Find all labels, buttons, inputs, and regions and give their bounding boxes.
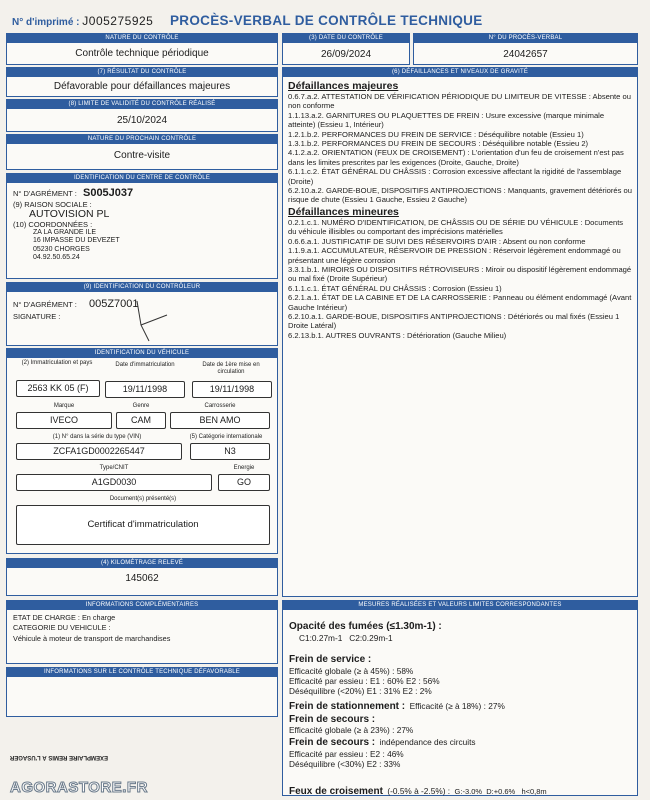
nature-controle-value: Contrôle technique périodique [75, 48, 209, 59]
centre-address-1: ZA LA GRANDE ILE [33, 229, 97, 236]
service-line-1: Efficacité globale (≥ à 45%) : 58% [289, 666, 414, 676]
service-line-2: Efficacité par essieu : E1 : 60% E2 : 56% [289, 676, 440, 686]
majeure-code: 0.6.7.a.2. [288, 92, 320, 101]
mineure-code: 6.2.13.b.1. [288, 330, 324, 340]
croisement-row [289, 781, 637, 799]
date-controle-header: (3) DATE DU CONTRÔLE [283, 34, 409, 43]
limite-box [6, 99, 278, 132]
service-line-3: Déséquilibre (<20%) E1 : 31% E2 : 2% [289, 686, 432, 696]
immat-value: 2563 KK 05 (F) [16, 380, 100, 397]
watermark-text: AGORASTORE.FR [10, 779, 148, 796]
documents-value: Certificat d'immatriculation [16, 505, 270, 545]
centre-raison-value: AUTOVISION PL [29, 208, 110, 220]
resultat-header: (7) RÉSULTAT DU CONTRÔLE [7, 68, 277, 77]
prochain-box [6, 134, 278, 170]
stationnement-title: Frein de stationnement : [289, 701, 406, 712]
controleur-agrement-label: N° D'AGRÉMENT : [13, 300, 77, 309]
mesures-header: MESURES RÉALISÉES ET VALEURS LIMITES CORRESPONDANTES [283, 601, 637, 610]
majeure-item [288, 148, 632, 167]
controleur-agrement-value: 005Z7001 [88, 298, 139, 310]
mineures-list [288, 218, 632, 340]
prochain-value: Contre-visite [113, 150, 171, 161]
energie-label: Energie [233, 465, 255, 471]
croisement-title: Feux de croisement [289, 786, 383, 797]
date-immat-label: Date d'immatriculation [115, 362, 175, 368]
date-controle-value: 26/09/2024 [320, 49, 372, 60]
majeure-code: 1.1.13.a.2. [288, 110, 324, 120]
majeure-code: 4.1.2.a.2. [288, 148, 320, 158]
signature-scribble [127, 297, 187, 343]
secours2-title: Frein de secours : [289, 737, 376, 748]
type-value: A1GD0030 [16, 474, 212, 491]
centre-agrement [13, 189, 277, 198]
croisement-values: G:-3.0% D:+0.6% h<0,8m [454, 787, 547, 796]
centre-agrement-label: N° D'AGRÉMENT : [13, 189, 77, 198]
mineure-item [288, 265, 632, 284]
mineure-text: ÉTAT DE LA CABINE ET DE LA CARROSSERIE : Panneau ou élément endommagé (Avant Gauche Intérieur) [288, 293, 632, 312]
mineure-code: 6.1.1.c.1. [288, 283, 320, 293]
kilometrage-value: 145062 [125, 573, 159, 584]
mineure-item [288, 312, 632, 331]
etat-charge-label: ETAT DE CHARGE : [13, 613, 80, 622]
croisement-range: (-0.5% à -2.5%) : [387, 786, 451, 796]
defaillances-header: (6) DÉFAILLANCES ET NIVEAUX DE GRAVITÉ [283, 68, 637, 77]
imprime-number [12, 14, 153, 28]
date-immat-value: 19/11/1998 [105, 381, 185, 398]
majeures-list [288, 92, 632, 205]
majeure-code: 6.1.1.c.2. [288, 167, 320, 177]
majeure-item [288, 186, 632, 205]
service-title: Frein de service : [289, 654, 372, 665]
date-circ-value: 19/11/1998 [192, 381, 272, 398]
defavorable-header: INFORMATIONS SUR LE CONTRÔLE TECHNIQUE DÉFAVORABLE [7, 668, 277, 677]
majeure-item [288, 130, 632, 139]
page-title: PROCÈS-VERBAL DE CONTRÔLE TECHNIQUE [170, 13, 483, 28]
majeure-item [288, 139, 632, 148]
majeure-text: ORIENTATION (FEUX DE CROISEMENT) : L'orientation d'un feu de croisement n'est pas dans les limites prescrites par les exigences (Droite, Gauche, Droite) [288, 148, 624, 167]
controleur-signature-label: SIGNATURE : [13, 312, 61, 321]
date-circ-label: Date de 1ère mise en circulation [202, 362, 260, 375]
etat-charge-value: En charge [81, 613, 116, 622]
majeure-code: 1.3.1.b.2. [288, 139, 320, 149]
nature-controle-box [6, 33, 278, 65]
mineure-text: AUTRES OUVRANTS : Détérioration (Gauche Milieu) [325, 330, 507, 340]
controleur-box [6, 282, 278, 346]
secours2-line-2: Déséquilibre (<30%) E2 : 33% [289, 759, 401, 769]
categorie-vehicule-value: Véhicule à moteur de transport de marchandises [13, 634, 171, 643]
documents-label: Document(s) présenté(s) [109, 496, 177, 502]
infos-header: INFORMATIONS COMPLÉMENTAIRES [7, 601, 277, 610]
etat-charge [13, 613, 277, 623]
kilometrage-box [6, 558, 278, 596]
mesures-box [282, 600, 638, 796]
stationnement-row [289, 696, 637, 714]
mineure-text: ACCUMULATEUR, RÉSERVOIR DE PRESSION : Réservoir légèrement endommagé ou présentant une légère corrosion [288, 246, 621, 265]
centre-address-2: 16 IMPASSE DU DEVEZET [33, 237, 120, 245]
mineure-item [288, 246, 632, 265]
energie-value: GO [218, 474, 270, 491]
vin-label: (1) N° dans la série du type (VIN) [52, 434, 142, 440]
resultat-value: Défavorable pour défaillances majeures [53, 81, 231, 92]
fumees-title: Opacité des fumées (≤1.30m-1) : [289, 621, 442, 632]
immat-label: (2) Immatriculation et pays [21, 360, 93, 366]
stationnement-value: Efficacité (≥ à 18%) : 27% [409, 701, 505, 711]
majeure-text: PERFORMANCES DU FREIN DE SECOURS : Déséquilibre notable (Essieu 2) [321, 139, 589, 149]
mineure-text: GARDE-BOUE, DISPOSITIFS ANTIPROJECTIONS : Détériorés ou mal fixés (Essieu 1 Droite Latéral) [288, 311, 620, 331]
mineure-text: JUSTIFICATIF DE SUIVI DES RÉSERVOIRS D'AIR : Absent ou non conforme [321, 236, 586, 246]
limite-header: (8) LIMITE DE VALIDITÉ DU CONTRÔLE RÉALISÉ [7, 100, 277, 109]
majeure-text: GARDE-BOUE, DISPOSITIFS ANTIPROJECTIONS : Manquants, gravement détériorés ou risque de chute (Essieu 1 Gauche, Essieu 2 Gauche) [288, 186, 632, 205]
carrosserie-value: BEN AMO [170, 412, 270, 429]
majeure-text: ÉTAT GÉNÉRAL DU CHÂSSIS : Corrosion excessive affectant la rigidité de l'assemblage (Droite) [288, 167, 622, 186]
majeures-title: Défaillances majeures [288, 80, 399, 92]
mineure-item [288, 293, 632, 312]
majeure-item [288, 111, 632, 130]
pv-number-value: 24042657 [503, 49, 548, 60]
majeure-item [288, 167, 632, 186]
secours2-value: indépendance des circuits [379, 737, 476, 747]
categorie-vehicule-label: CATEGORIE DU VEHICULE : [13, 622, 111, 632]
mineure-text: MIROIRS OU DISPOSITIFS RÉTROVISEURS : Miroir ou dispositif légèrement endommagé ou mal fixé (Droite Supérieur) [288, 264, 632, 284]
date-controle-box [282, 33, 410, 65]
imprime-label: N° d'imprimé : [12, 17, 80, 28]
type-label: Type/CNIT [99, 465, 129, 471]
fumees-values: C1:0.27m-1 C2:0.29m-1 [299, 633, 393, 643]
controleur-header: (9) IDENTIFICATION DU CONTRÔLEUR [7, 283, 277, 292]
centre-raison-label: (9) RAISON SOCIALE : [13, 200, 92, 209]
centre-phone: 04.92.50.65.24 [33, 254, 80, 262]
pv-number-box [413, 33, 638, 65]
nature-controle-header: NATURE DU CONTRÔLE [7, 34, 277, 43]
prochain-header: NATURE DU PROCHAIN CONTRÔLE [7, 135, 277, 144]
mineure-code: 6.2.1.a.1. [288, 293, 320, 303]
vehicule-header: IDENTIFICATION DU VÉHICULE [7, 349, 277, 358]
limite-value: 25/10/2024 [116, 115, 168, 126]
majeure-text: GARNITURES OU PLAQUETTES DE FREIN : Usure excessive (marque minimale atteinte) (Essieu 1, Intérieur) [288, 110, 605, 130]
mineure-item [288, 284, 632, 293]
marque-value: IVECO [16, 412, 112, 429]
categorie-label: (5) Catégorie internationale [189, 434, 263, 440]
secours2-row [289, 735, 637, 749]
genre-label: Genre [132, 403, 150, 409]
imprime-value: J005275925 [82, 14, 154, 28]
defavorable-box [6, 667, 278, 717]
mineure-code: 0.6.6.a.1. [288, 236, 320, 246]
secours1-line-1: Efficacité globale (≥ à 23%) : 27% [289, 725, 414, 735]
majeure-text: PERFORMANCES DU FREIN DE SERVICE : Déséquilibre notable (Essieu 1) [321, 129, 584, 139]
mineure-text: ÉTAT GÉNÉRAL DU CHÂSSIS : Corrosion (Essieu 1) [321, 283, 502, 293]
mineure-code: 0.2.1.c.1. [288, 217, 320, 227]
mineure-code: 3.3.1.b.1. [288, 264, 320, 274]
mineure-item [288, 331, 632, 340]
defaillances-box [282, 67, 638, 597]
majeure-item [288, 92, 632, 111]
majeure-code: 6.2.10.a.2. [288, 186, 324, 196]
carrosserie-label: Carrosserie [204, 403, 236, 409]
mineure-item [288, 218, 632, 237]
centre-header: IDENTIFICATION DU CENTRE DE CONTRÔLE [7, 174, 277, 183]
secours1-title: Frein de secours : [289, 714, 376, 725]
exemplaire-text: EXEMPLAIRE REMIS À L'USAGER [9, 754, 108, 760]
centre-box [6, 173, 278, 279]
majeure-text: ATTESTATION DE VÉRIFICATION PÉRIODIQUE DU LIMITEUR DE VITESSE : Absente ou non conforme [288, 92, 631, 111]
centre-coord-label: (10) COORDONNÉES : [13, 220, 93, 229]
majeure-code: 1.2.1.b.2. [288, 129, 320, 139]
resultat-box [6, 67, 278, 97]
infos-box [6, 600, 278, 664]
mineures-title: Défaillances mineures [288, 205, 399, 218]
mineure-code: 6.2.10.a.1. [288, 311, 324, 321]
pv-number-header: N° DU PROCÈS-VERBAL [414, 34, 637, 43]
mineure-item [288, 237, 632, 246]
centre-address-3: 05230 CHORGES [33, 245, 90, 253]
vin-value: ZCFA1GD0002265447 [16, 443, 182, 460]
kilometrage-header: (4) KILOMÉTRAGE RELEVÉ [7, 559, 277, 568]
marque-label: Marque [53, 403, 75, 409]
categorie-value: N3 [190, 443, 270, 460]
centre-agrement-value: S005J037 [82, 187, 134, 199]
genre-value: CAM [116, 412, 166, 429]
secours2-line-1: Efficacité par essieu : E2 : 46% [289, 749, 404, 759]
mineure-text: NUMÉRO D'IDENTIFICATION, DE CHÂSSIS OU DE SÉRIE DU VÉHICULE : Documents du véhicule illisibles ou comportant des imprécisions matérielles [288, 217, 624, 237]
mineure-code: 1.1.9.a.1. [288, 246, 320, 256]
